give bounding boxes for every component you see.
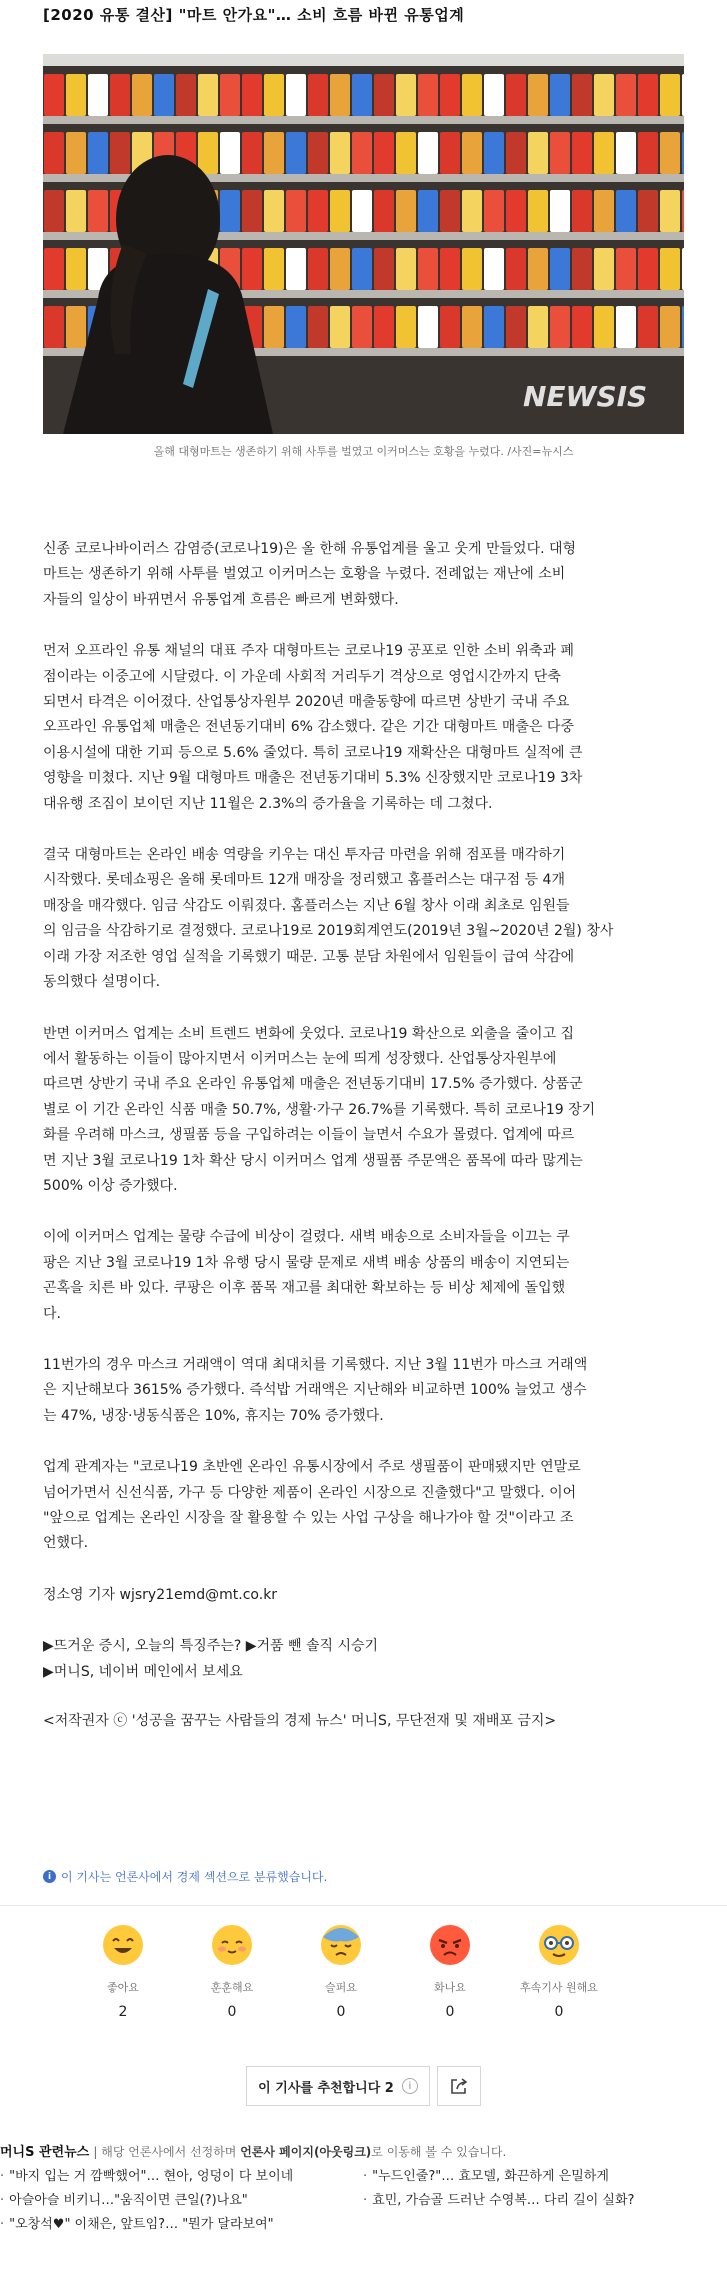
paragraph-line: 되면서 타격은 이어졌다. 산업통상자원부 2020년 매출동향에 따르면 상반기 국내 주요 (43, 694, 570, 711)
info-icon[interactable]: i (402, 2078, 418, 2094)
related-news-item[interactable]: · 효민, 가슴골 드러난 수영복… 다리 길이 실화? (363, 2189, 634, 2208)
related-source-prefix: 해당 언론사에서 선정하며 (101, 2145, 241, 2159)
reaction-want-followup-label: 후속기사 원해요 (520, 1981, 598, 1994)
paragraph-line: 오프라인 유통업체 매출은 전년동기대비 6% 감소했다. 같은 기간 대형마트 매출은 다중 (43, 719, 574, 736)
reaction-like-count: 2 (118, 2004, 128, 2020)
reaction-like-label: 좋아요 (107, 1981, 139, 1994)
like-face-icon (101, 1923, 145, 1967)
paragraph-line: 면 지난 3월 코로나19 1차 확산 당시 이커머스 업계 생필품 주문액은 품목에 따라 많게는 (43, 1152, 583, 1169)
paragraph-line: 는 47%, 냉장·냉동식품은 10%, 휴지는 70% 증가했다. (43, 1407, 384, 1424)
paragraph-line: 곤혹을 치른 바 있다. 쿠팡은 이후 품목 재고를 최대한 확보하는 등 비상 체제에 돌입했 (43, 1280, 566, 1297)
related-news-item[interactable]: · 아슬아슬 비키니…"움직이면 큰일(?)나요" (0, 2189, 248, 2208)
paragraph-line: 결국 대형마트는 온라인 배송 역량을 키우는 대신 투자금 마련을 위해 점포를 매각하기 (43, 847, 566, 864)
reporter-byline (43, 1583, 691, 1608)
related-news-item[interactable]: · "오창석♥" 이채은, 앞트임?… "뭔가 달라보여" (0, 2213, 274, 2232)
paragraph-line: 은 지난해보다 3615% 증가했다. 즉석밥 거래액은 지난해와 비교하면 100% 늘었고 생수 (43, 1382, 587, 1399)
paragraph-line: 이에 이커머스 업계는 물량 수급에 비상이 걸렸다. 새벽 배송으로 소비자들을 이끄는 쿠 (43, 1229, 570, 1246)
related-news-header: 머니S 관련뉴스 | 해당 언론사에서 선정하며 언론사 페이지(아웃링크)로 이동해 볼 수 있습니다. (0, 2145, 507, 2160)
paragraph-line: "앞으로 업계는 온라인 시장을 잘 활용할 수 있는 사업 구상을 해나가야 할 것"이라고 조 (43, 1510, 574, 1526)
paragraph-line: 마트는 생존하기 위해 사투를 벌였고 이커머스는 호황을 누렸다. 전례없는 재난에 소비 (43, 566, 566, 583)
reaction-angry-label: 화나요 (434, 1981, 466, 1994)
paragraph-line: 의 임금을 삭감하기로 결정했다. 코로나19로 2019회계연도(2019년 3월~2020년 2월) 창사 (43, 923, 614, 940)
share-icon (449, 2076, 469, 2096)
paragraph-line: 팡은 지난 3월 코로나19 1차 유행 당시 물량 문제로 새벽 배송 상품의 배송이 지연되는 (43, 1254, 570, 1271)
reaction-angry[interactable] (395, 1923, 505, 2020)
paragraph-line: 대유행 조짐이 보이던 지난 11월은 2.3%의 증가율을 기록하는 데 그쳤다. (43, 795, 493, 812)
related-news-item[interactable]: · "바지 입는 거 깜빡했어"… 현아, 엉덩이 다 보이네 (0, 2165, 293, 2184)
category-note (43, 1868, 327, 1885)
sad-face-icon (319, 1923, 363, 1967)
reaction-warm-count: 0 (227, 2004, 237, 2020)
copyright-notice: <저작권자 ⓒ '성공을 꿈꾸는 사람들의 경제 뉴스' 머니S, 무단전재 및 재배포 금지> (43, 1713, 557, 1730)
paragraph-line: 시작했다. 롯데쇼핑은 올해 롯데마트 12개 매장을 정리했고 홈플러스는 대구점 등 4개 (43, 872, 565, 889)
paragraph-line: 정소영 기자 wjsry21emd@mt.co.kr (43, 1586, 278, 1603)
nerd-face-icon (537, 1923, 581, 1967)
article-paragraph (43, 639, 691, 817)
related-news-item[interactable]: · "누드인줄?"… 효모델, 화끈하게 은밀하게 (363, 2165, 609, 2184)
paragraph-line: 에서 활동하는 이들이 많아지면서 이커머스는 눈에 띄게 성장했다. 산업통상자원부에 (43, 1050, 557, 1067)
info-icon: i (43, 1870, 56, 1883)
paragraph-line: 언했다. (43, 1535, 89, 1552)
recommend-button[interactable] (246, 2066, 430, 2106)
article-photo (43, 54, 684, 434)
promo-links (43, 1634, 691, 1685)
reaction-angry-count: 0 (445, 2004, 455, 2020)
promo-link-stocks[interactable]: ▶뜨거운 증시, 오늘의 특징주는? ▶거품 뺀 솔직 시승기 (43, 1638, 379, 1655)
article-paragraph (43, 843, 691, 995)
warm-face-icon (210, 1923, 254, 1967)
reaction-sad-label: 슬퍼요 (325, 1981, 357, 1994)
related-news-section (0, 2141, 727, 2232)
article-body (43, 537, 691, 1734)
related-news-title: 머니S 관련뉴스 (0, 2145, 90, 2160)
paragraph-line: 반면 이커머스 업계는 소비 트렌드 변화에 웃었다. 코로나19 확산으로 외출을 줄이고 집 (43, 1025, 575, 1042)
newsis-watermark: NEWSIS (523, 380, 648, 413)
article-paragraph (43, 1455, 691, 1557)
paragraph-line: 별로 이 기간 온라인 식품 매출 50.7%, 생활·가구 26.7%를 기록했다. 특히 코로나19 장기 (43, 1101, 596, 1118)
reaction-bar (0, 1923, 727, 2043)
promo-link-naver-main[interactable]: ▶머니S, 네이버 메인에서 보세요 (43, 1663, 243, 1680)
paragraph-line: 동의했다 설명이다. (43, 974, 161, 991)
article-paragraph (43, 537, 691, 613)
paragraph-line: 이용시설에 대한 기피 등으로 5.6% 줄었다. 특히 코로나19 재확산은 대형마트 실적에 큰 (43, 744, 583, 761)
paragraph-line: 다. (43, 1305, 61, 1322)
recommend-label: 이 기사를 추천합니다 2 (258, 2080, 394, 2096)
supermarket-shelf-image (43, 54, 684, 434)
reaction-sad[interactable] (286, 1923, 396, 2020)
reaction-want-followup[interactable] (504, 1923, 614, 2020)
section-divider (0, 1905, 727, 1906)
paragraph-line: 업계 관계자는 "코로나19 초반엔 온라인 유통시장에서 주로 생필품이 판매됐지만 연말로 (43, 1459, 581, 1476)
reaction-warm-label: 훈훈해요 (210, 1981, 254, 1994)
photo-caption: 올해 대형마트는 생존하기 위해 사투를 벌였고 이커머스는 호황을 누렸다. /사진=뉴시스 (153, 445, 574, 458)
paragraph-line: 11번가의 경우 마스크 거래액이 역대 최대치를 기록했다. 지난 3월 11번가 마스크 거래액 (43, 1356, 588, 1373)
reaction-sad-count: 0 (336, 2004, 346, 2020)
article-headline: [2020 유통 결산] "마트 안가요"… 소비 흐름 바뀐 유통업계 (43, 6, 465, 24)
related-source-link[interactable]: 언론사 페이지(아웃링크) (240, 2145, 372, 2159)
category-note-text: 이 기사는 언론사에서 경제 섹션으로 분류했습니다. (61, 1870, 328, 1884)
reaction-like[interactable] (68, 1923, 178, 2020)
paragraph-line: 이래 가장 저조한 영업 실적을 기록했기 때문. 고통 분담 차원에서 임원들이 급여 삭감에 (43, 948, 575, 965)
reaction-warm[interactable] (177, 1923, 287, 2020)
paragraph-line: 먼저 오프라인 유통 채널의 대표 주자 대형마트는 코로나19 공포로 인한 소비 위축과 폐 (43, 643, 575, 660)
paragraph-line: 500% 이상 증가했다. (43, 1177, 178, 1194)
paragraph-line: 화를 우려해 마스크, 생필품 등을 구입하려는 이들이 늘면서 수요가 몰렸다. 업계에 따르 (43, 1127, 575, 1144)
article-paragraph (43, 1022, 691, 1200)
article-paragraph (43, 1353, 691, 1429)
reaction-want-followup-count: 0 (554, 2004, 564, 2020)
paragraph-line: 따르면 상반기 국내 주요 온라인 유통업체 매출은 전년동기대비 17.5% 증가했다. 상품군 (43, 1076, 583, 1093)
share-button[interactable] (437, 2066, 481, 2106)
paragraph-line: 점이라는 이중고에 시달렸다. 이 가운데 사회적 거리두기 격상으로 영업시간까지 단축 (43, 668, 561, 685)
article-paragraph (43, 1225, 691, 1327)
paragraph-line: 영향을 미쳤다. 지난 9월 대형마트 매출은 전년동기대비 5.3% 신장했지만 코로나19 3차 (43, 770, 583, 787)
paragraph-line: 신종 코로나바이러스 감염증(코로나19)은 올 한해 유통업계를 울고 웃게 만들었다. 대형 (43, 541, 577, 557)
angry-face-icon (428, 1923, 472, 1967)
paragraph-line: 자들의 일상이 바뀌면서 유통업계 흐름은 빠르게 변화했다. (43, 591, 399, 608)
paragraph-line: 매장을 매각했다. 임금 삭감도 이뤄졌다. 홈플러스는 지난 6월 창사 이래 최초로 임원들 (43, 897, 570, 914)
paragraph-line: 넘어가면서 신선식품, 가구 등 다양한 제품이 온라인 시장으로 진출했다"고 말했다. 이어 (43, 1484, 577, 1501)
related-source-suffix: 로 이동해 볼 수 있습니다. (371, 2145, 507, 2159)
